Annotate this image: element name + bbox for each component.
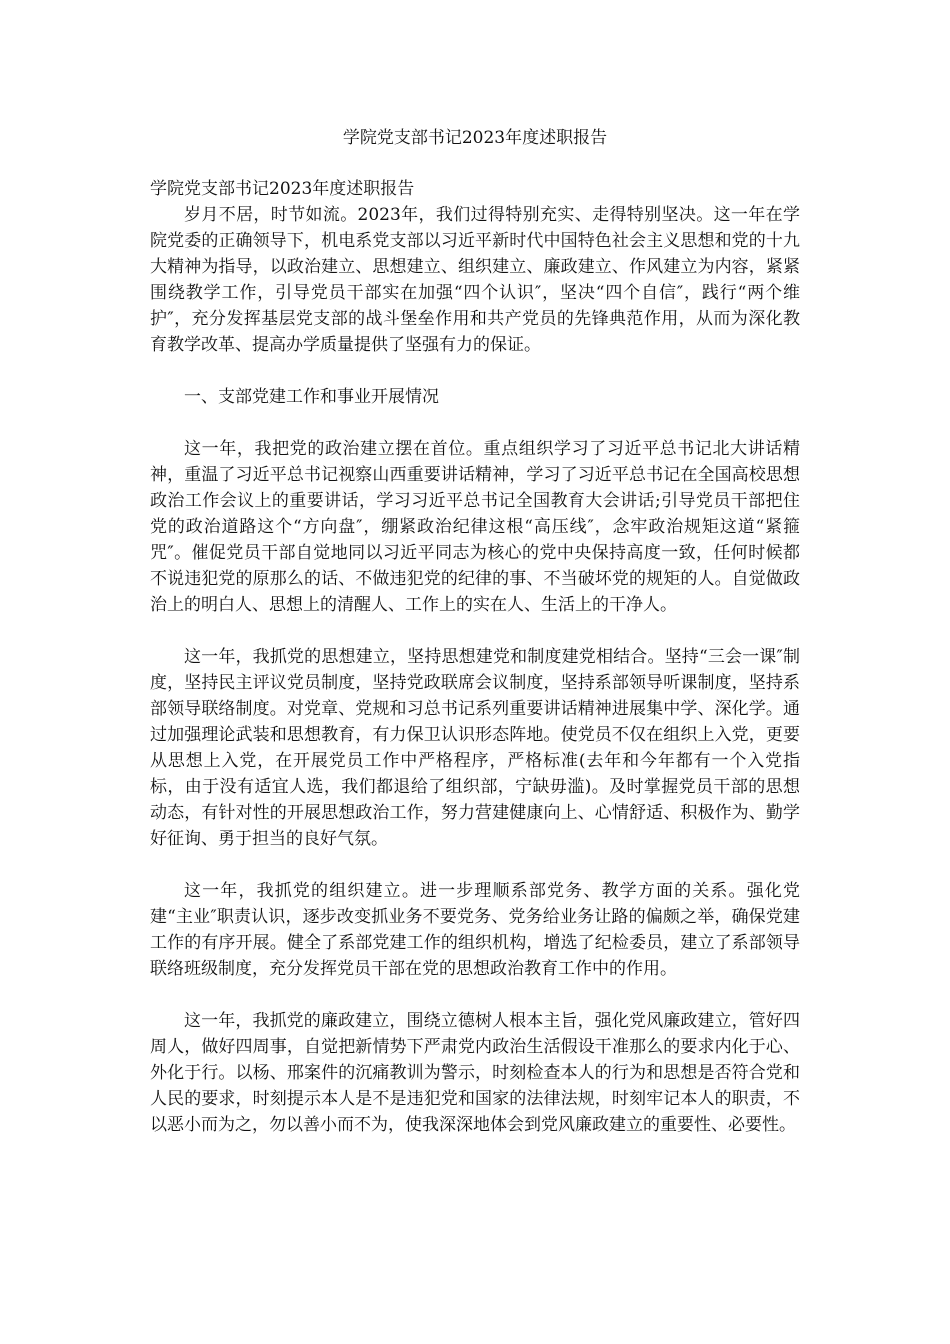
spacer: [150, 852, 800, 878]
political-paragraph: 这一年，我把党的政治建立摆在首位。重点组织学习了习近平总书记北大讲话精神，重温了习近平总书记视察山西重要讲话精神，学习了习近平总书记在全国高校思想政治工作会议上的重要讲话，学习习近平总书记全国教育大会讲话;引导党员干部把住党的政治道路这个“方向盘″，绷紧政治纪律这根“高压线″，念牢政治规矩这道“紧箍咒″。催促党员干部自觉地同以习近平同志为核心的党中央保持高度一致，任何时候都不说违犯党的原那么的话、不做违犯党的纪律的事、不当破坏党的规矩的人。自觉做政治上的明白人、思想上的清醒人、工作上的实在人、生活上的干净人。: [150, 439, 800, 615]
organizational-paragraph: 这一年，我抓党的组织建立。进一步理顺系部党务、教学方面的关系。强化党建“主业″职责认识，逐步改变抓业务不要党务、党务给业务让路的偏颇之举，确保党建工作的有序开展。健全了系部党建工作的组织机构，增选了纪检委员，建立了系部领导联络班级制度，充分发挥党员干部在党的思想政治教育工作中的作用。: [150, 881, 800, 979]
spacer: [150, 410, 800, 436]
spacer: [150, 982, 800, 1008]
spacer: [150, 618, 800, 644]
section-heading: 一、支部党建工作和事业开展情况: [184, 387, 439, 407]
spacer: [150, 358, 800, 384]
document-title: 学院党支部书记2023年度述职报告: [342, 128, 608, 148]
ideological-paragraph: 这一年，我抓党的思想建立，坚持思想建党和制度建党相结合。坚持“三会一课″制度，坚持民主评议党员制度，坚持党政联席会议制度，坚持系部领导听课制度，坚持系部领导联络制度。对党章、党规和习总书记系列重要讲话精神进展集中学、深化学。通过加强理论武装和思想教育，有力保卫认识形态阵地。使党员不仅在组织上入党，更要从思想上入党，在开展党员工作中严格程序，严格标准(去年和今年都有一个入党指标，由于没有适宜人选，我们都退给了组织部，宁缺毋滥)。及时掌握党员干部的思想动态，有针对性的开展思想政治工作，努力营建健康向上、心情舒适、积极作为、勤学好征询、勇于担当的良好气氛。: [150, 647, 800, 849]
intro-paragraph: 岁月不居，时节如流。2023年，我们过得特别充实、走得特别坚决。这一年在学院党委的正确领导下，机电系党支部以习近平新时代中国特色社会主义思想和党的十九大精神为指导，以政治建立、思想建立、组织建立、廉政建立、作风建立为内容，紧紧围绕教学工作，引导党员干部实在加强“四个认识″，坚决“四个自信″，践行“两个维护″，充分发挥基层党支部的战斗堡垒作用和共产党员的先锋典范作用，从而为深化教育教学改革、提高办学质量提供了坚强有力的保证。: [150, 205, 800, 355]
document-subtitle: 学院党支部书记2023年度述职报告: [150, 179, 415, 199]
document-body: [150, 176, 800, 1138]
integrity-paragraph: 这一年，我抓党的廉政建立，围绕立德树人根本主旨，强化党风廉政建立，管好四周人，做好四周事，自觉把新情势下严肃党内政治生活假设干准那么的要求内化于心、外化于行。以杨、邢案件的沉痛教训为警示，时刻检查本人的行为和思想是否符合党和人民的要求，时刻提示本人是不是违犯党和国家的法律法规，时刻牢记本人的职责，不以恶小而为之，勿以善小而不为，使我深深地体会到党风廉政建立的重要性、必要性。: [150, 1011, 800, 1135]
